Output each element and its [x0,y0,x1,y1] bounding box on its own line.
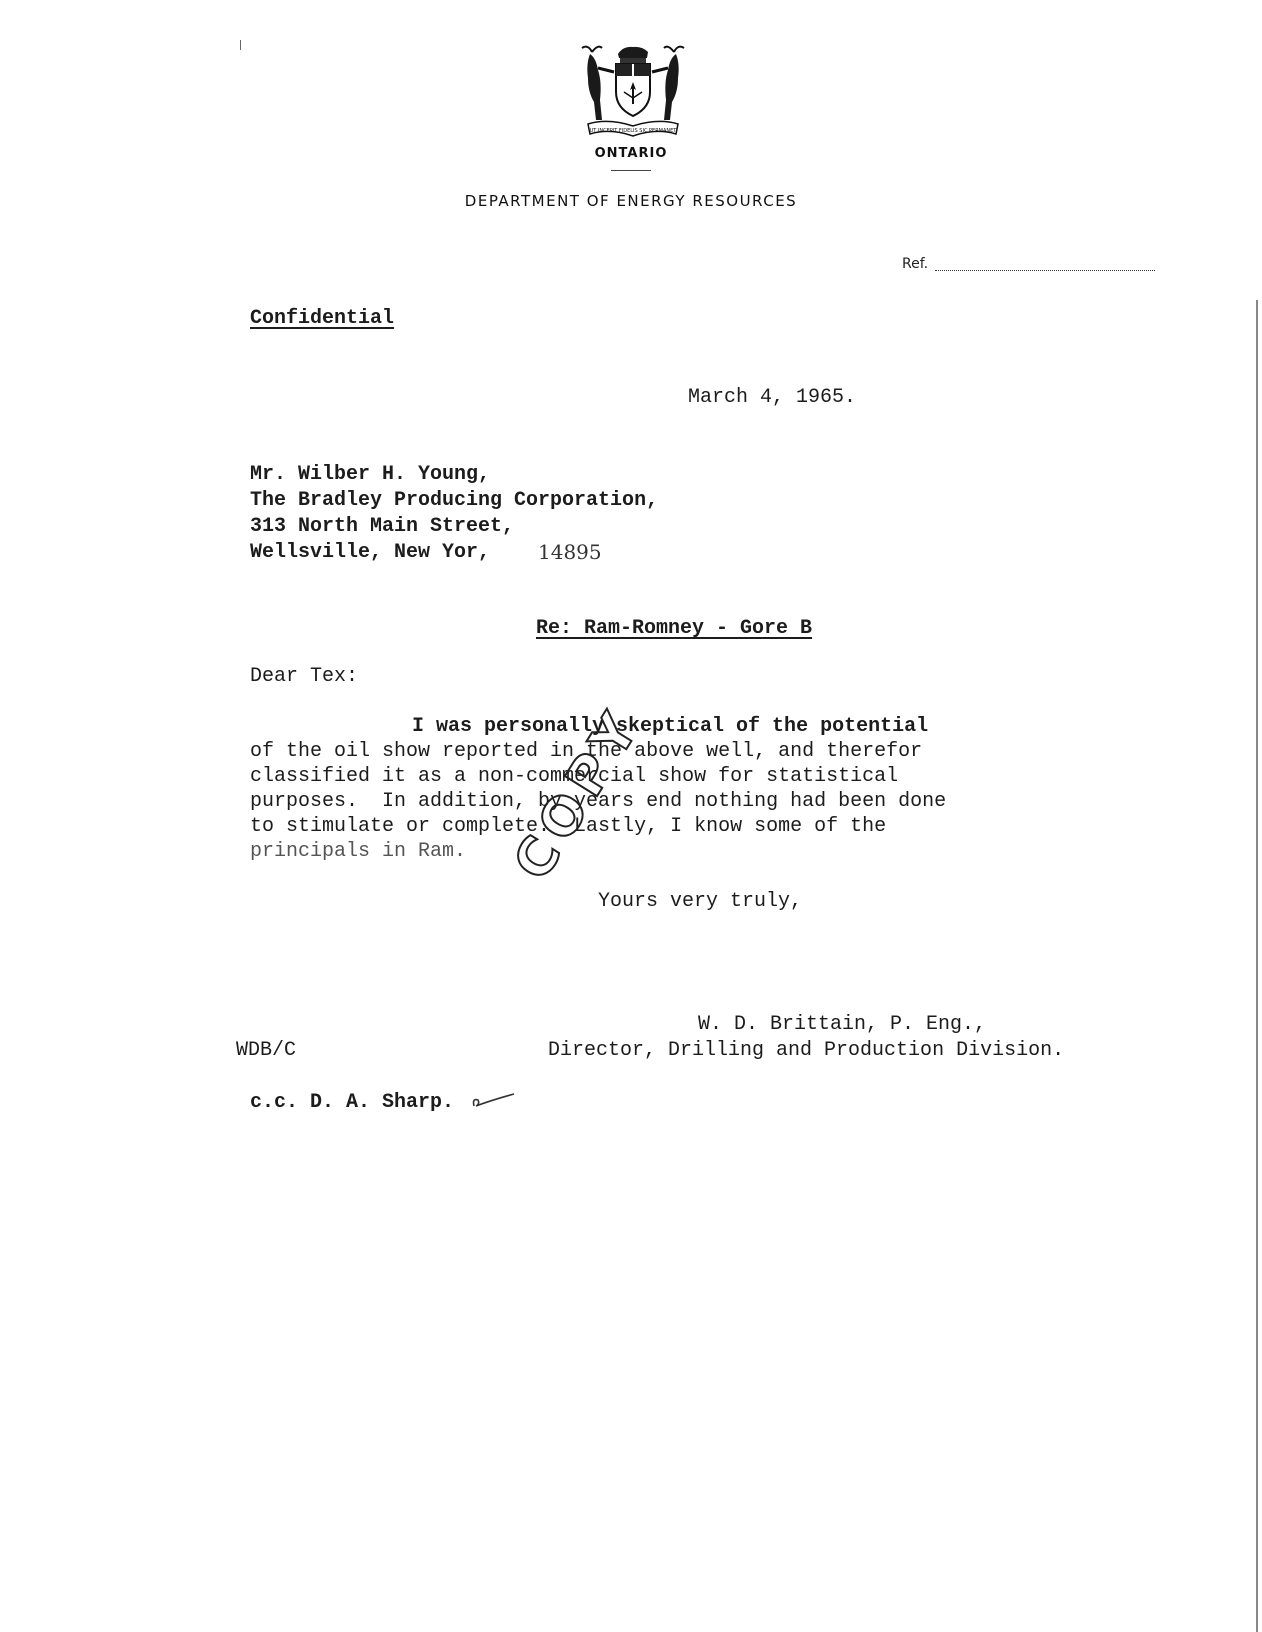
cc-line: c.c. D. A. Sharp. [250,1091,455,1114]
scan-edge [1256,300,1258,1632]
classification-label: Confidential [250,307,395,330]
body-line-1: I was personally skeptical of the potential [412,715,929,738]
ref-field-line [935,270,1155,271]
scan-mark [240,40,241,50]
checkmark-icon [470,1090,518,1110]
department-name: DEPARTMENT OF ENERGY RESOURCES [464,192,798,210]
recipient-city: Wellsville, New Yor, [250,541,491,564]
body-line-5: to stimulate or complete. Lastly, I know some of the [250,815,887,838]
recipient-street: 313 North Main Street, [250,515,515,538]
closing: Yours very truly, [598,890,803,913]
recipient-company: The Bradley Producing Corporation, [250,489,659,512]
recipient-zip: 14895 [538,540,602,564]
signer-name: W. D. Brittain, P. Eng., [698,1013,987,1036]
ontario-coat-of-arms-icon [578,42,688,142]
typist-initials: WDB/C [236,1039,297,1062]
body-line-2: of the oil show reported in the above well, and therefor [250,740,923,763]
copy-stamp-text: COPY [502,697,655,891]
body-line-4: purposes. In addition, by years end nothing had been done [250,790,947,813]
ref-label: Ref. [902,256,929,272]
body-line-6: principals in Ram. [250,840,467,863]
body-line-3: classified it as a non-commercial show for statistical [250,765,899,788]
subject-line: Re: Ram-Romney - Gore B [536,617,813,640]
divider [611,170,651,171]
province-name: ONTARIO [594,146,668,161]
signer-title: Director, Drilling and Production Division. [548,1039,1065,1062]
svg-text:UT INCEPIT FIDELIS SIC PERMANE: UT INCEPIT FIDELIS SIC PERMANET [589,128,677,134]
recipient-name: Mr. Wilber H. Young, [250,463,491,486]
salutation: Dear Tex: [250,665,359,688]
letter-date: March 4, 1965. [688,386,857,409]
